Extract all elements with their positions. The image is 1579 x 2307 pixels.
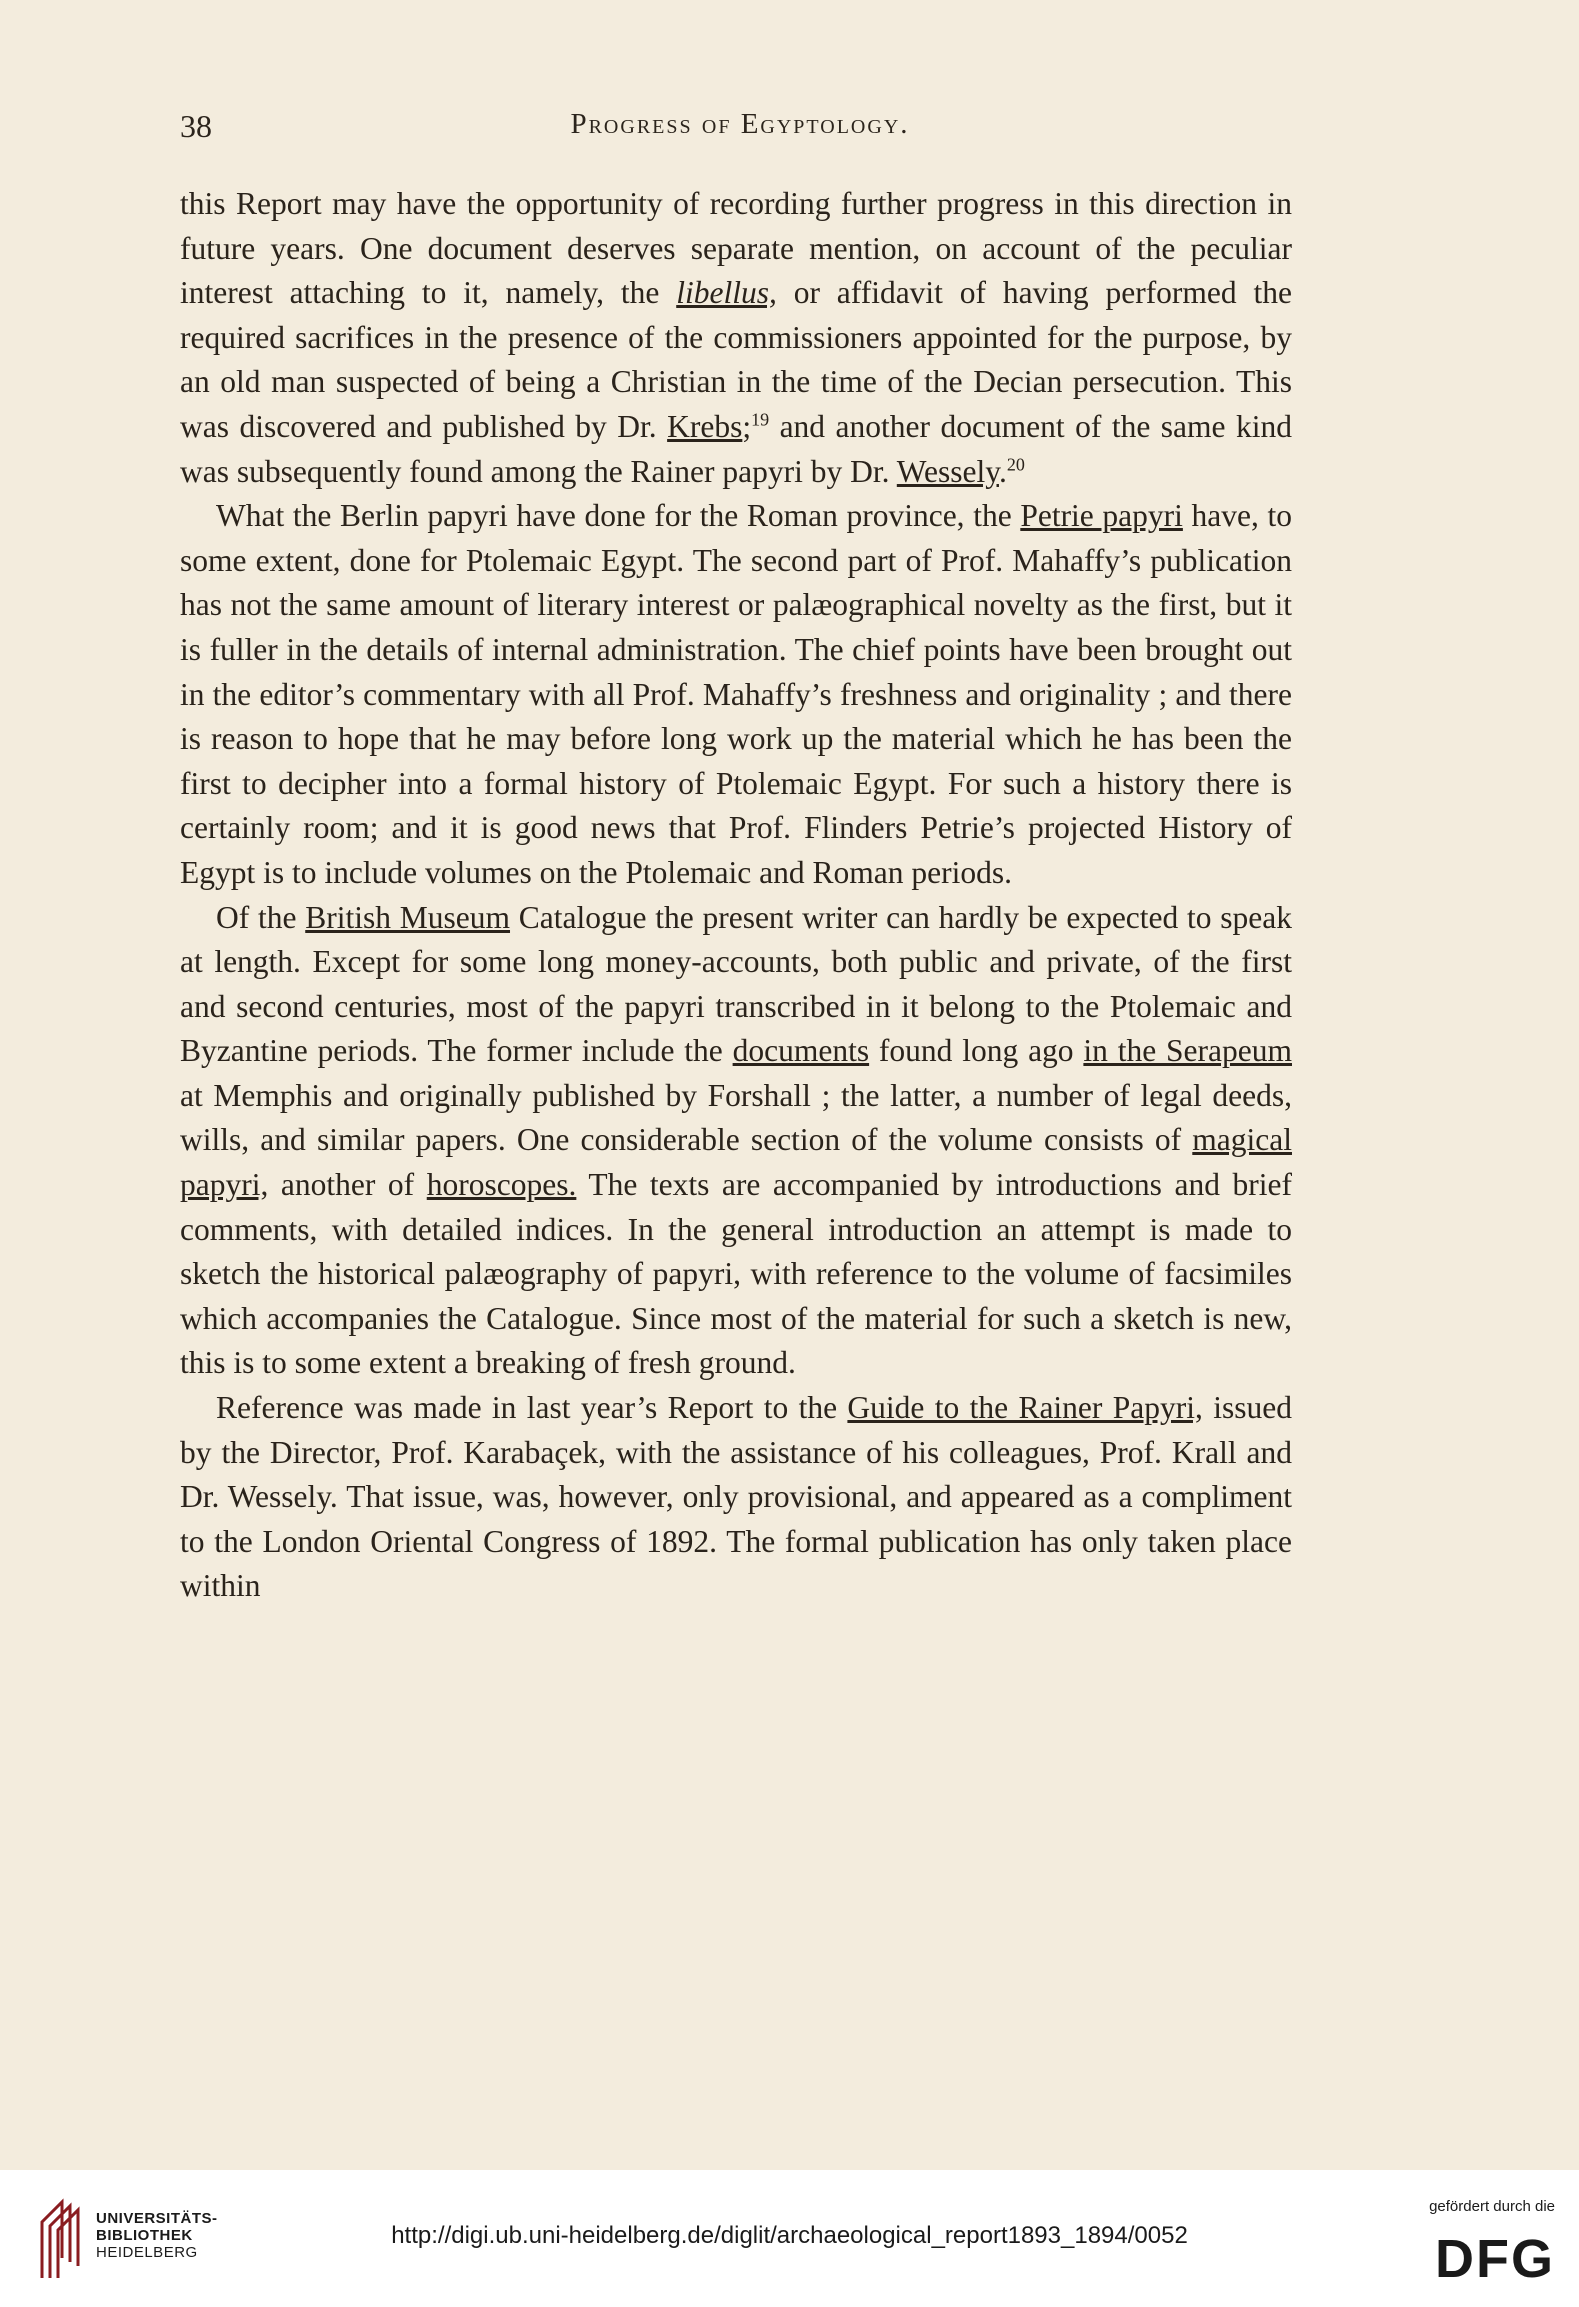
text-span: . bbox=[998, 453, 1007, 489]
running-title: Progress of Egyptology. bbox=[570, 108, 910, 140]
paragraph-1 bbox=[180, 182, 1292, 494]
rainer-guide-reference: Guide to the Rainer Papyri, bbox=[847, 1390, 1203, 1426]
text-span: at Memphis and originally published by Forshall ; the latter, a number of legal deeds, wills, and similar papers. One considerable section of the volume consists of bbox=[180, 1077, 1292, 1158]
dfg-logo: DFG bbox=[1435, 2229, 1555, 2289]
library-name-line: HEIDELBERG bbox=[96, 2244, 198, 2261]
footnote-marker: 19 bbox=[751, 409, 770, 430]
text-span: The texts are accompanied by introductions and brief comments, with detailed indices. In the general introduction an attempt is made to sketch the historical palæography of papyri, with reference to the volume of facsimiles which accompanies the Catalogue. Since most of the material for such a sketch is new, this is to some extent a breaking of fresh ground. bbox=[180, 1167, 1292, 1381]
paragraph-3 bbox=[180, 896, 1292, 1387]
petrie-papyri-reference: Petrie papyri bbox=[1020, 498, 1183, 534]
text-span: and another document of the same kind was subsequently found among the Rainer papyri by Dr. bbox=[180, 408, 1292, 489]
text-span: Reference was made in last year’s Report to the bbox=[216, 1390, 848, 1426]
text-span: What the Berlin papyri have done for the Roman province, the bbox=[216, 498, 1021, 534]
text-span: this Report may have the opportunity of recording further progress in this direction in future years. One document deserves separate mention, on account of the peculiar interest attaching to it, namely, the bbox=[180, 186, 1292, 311]
magical-papyri-reference: magical papyri, bbox=[180, 1122, 1292, 1203]
footnote-marker: 20 bbox=[1006, 454, 1025, 475]
british-museum-reference: British Museum bbox=[305, 899, 511, 935]
text-span: Of the bbox=[216, 899, 306, 935]
text-span: ; bbox=[742, 408, 752, 444]
source-url[interactable]: http://digi.ub.uni-heidelberg.de/diglit/archaeological_report1893_1894/0052 bbox=[391, 2222, 1188, 2249]
text-span: have, to some extent, done for Ptolemaic Egypt. The second part of Prof. Mahaffy’s publication has not the same amount of literary interest or palæographical novelty as the first, but it is fuller in the details of internal administration. The chief points have been brought out in the editor’s commentary with all Prof. Mahaffy’s freshness and originality ; and there is reason to hope that he may before long work up the material which he has been the first to decipher into a formal history of Ptolemaic Egypt. For such a history there is certainly room; and it is good news that Prof. Flinders Petrie’s projected History of Egypt is to include volumes on the Ptolemaic and Roman periods. bbox=[180, 498, 1292, 890]
text-span: found long ago bbox=[869, 1033, 1084, 1069]
library-name-line: UNIVERSITÄTS- bbox=[96, 2210, 218, 2227]
text-span: another of bbox=[268, 1167, 427, 1203]
horoscopes-reference: horoscopes. bbox=[426, 1167, 577, 1203]
libellus-term: libellus, bbox=[676, 275, 777, 311]
text-span: issued by the Director, Prof. Karabaçek, with the assistance of his colleagues, Prof. Krall and Dr. Wessely. That issue, was, however, only provisional, and appeared as a compliment to the London Oriental Congress of 1892. The formal publication has only taken place within bbox=[180, 1390, 1292, 1604]
footer-bar bbox=[0, 2170, 1579, 2307]
documents-reference: documents bbox=[732, 1033, 870, 1069]
serapeum-reference: in the Serapeum bbox=[1083, 1033, 1292, 1069]
wessely-reference: Wessely bbox=[896, 453, 999, 489]
library-name-line: BIBLIOTHEK bbox=[96, 2227, 193, 2244]
paragraph-2 bbox=[180, 494, 1292, 895]
paragraph-4 bbox=[180, 1386, 1292, 1609]
funding-note: gefördert durch die bbox=[1429, 2198, 1555, 2215]
text-span: Catalogue the present writer can hardly be expected to speak at length. Except for some long money-accounts, both public and private, of the first and second centuries, most of the papyri transcribed in it belong to the Ptolemaic and Byzantine periods. The former include the bbox=[180, 899, 1292, 1069]
krebs-reference: Krebs bbox=[667, 408, 743, 444]
page-number: 38 bbox=[180, 108, 212, 144]
body-text bbox=[180, 182, 1292, 1609]
text-span: or affidavit of having performed the required sacrifices in the presence of the commissioners appointed for the purpose, by an old man suspected of being a Christian in the time of the Decian persecution. This was discovered and published by Dr. bbox=[180, 275, 1292, 444]
